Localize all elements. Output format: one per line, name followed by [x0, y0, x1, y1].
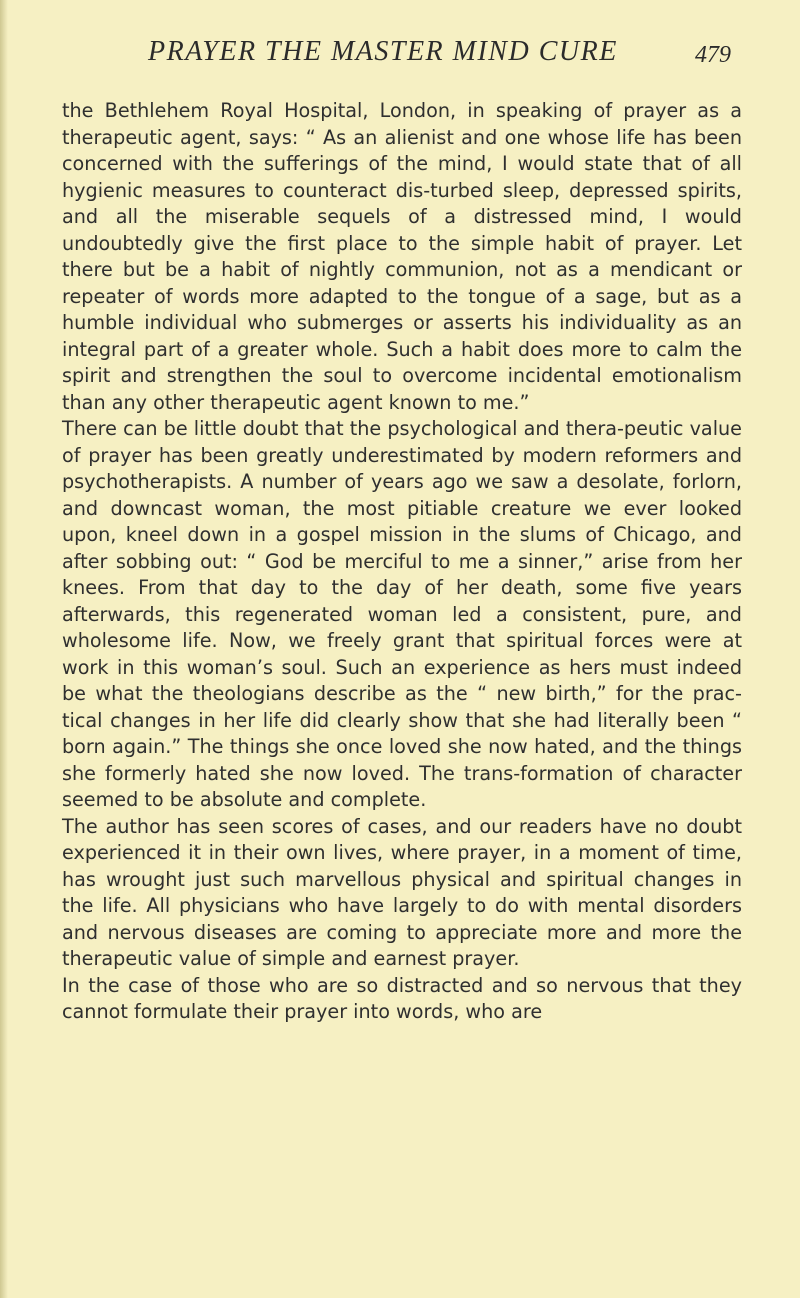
body-text	[62, 98, 742, 1026]
paragraph-2: There can be little doubt that the psychological and thera-peutic value of prayer has been greatly underestimated by modern reformers and psychotherapists. A number of years ago we saw a desolate, forlorn, and downcast woman, the most pitiable creature we ever looked upon, kneel down in a gospel mission in the slums of Chicago, and after sobbing out: “ God be merciful to me a sinner,” arise from her knees. From that day to the day of her death, some five years afterwards, this regenerated woman led a consistent, pure, and wholesome life. Now, we freely grant that spiritual forces were at work in this woman’s soul. Such an experience as hers must indeed be what the theologians describe as the “ new birth,” for the prac-tical changes in her life did clearly show that she had literally been “ born again.” The things she once loved she now hated, and the things she formerly hated she now loved. The trans-formation of character seemed to be absolute and complete.	[62, 417, 742, 811]
paragraph-3: The author has seen scores of cases, and our readers have no doubt experienced it in their own lives, where prayer, in a moment of time, has wrought just such marvellous physical and spiritual changes in the life. All physicians who have largely to do with mental disorders and nervous diseases are coming to appreciate more and more the therapeutic value of simple and earnest prayer.	[62, 814, 742, 970]
paragraph-1: the Bethlehem Royal Hospital, London, in speaking of prayer as a therapeutic agent, says: “ As an alienist and one whose life has been concerned with the sufferings of the mind, I would state that of all hygienic measures to counteract dis-turbed sleep, depressed spirits, and all the miserable sequels of a distressed mind, I would undoubtedly give the first place to the simple habit of prayer. Let there but be a habit of nightly communion, not as a mendicant or repeater of words more adapted to the tongue of a sage, but as a humble individual who submerges or asserts his individuality as an integral part of a greater whole. Such a habit does more to calm the spirit and strengthen the soul to overcome incidental emotionalism than any other therapeutic agent known to me.”	[62, 99, 742, 414]
page-number: 479	[695, 42, 731, 68]
paragraph-4: In the case of those who are so distracted and so nervous that they cannot formulate their prayer into words, who are	[62, 973, 742, 1023]
running-title: PRAYER THE MASTER MIND CURE	[148, 36, 618, 67]
running-header	[0, 36, 800, 76]
page-edge-shadow	[0, 0, 8, 1298]
